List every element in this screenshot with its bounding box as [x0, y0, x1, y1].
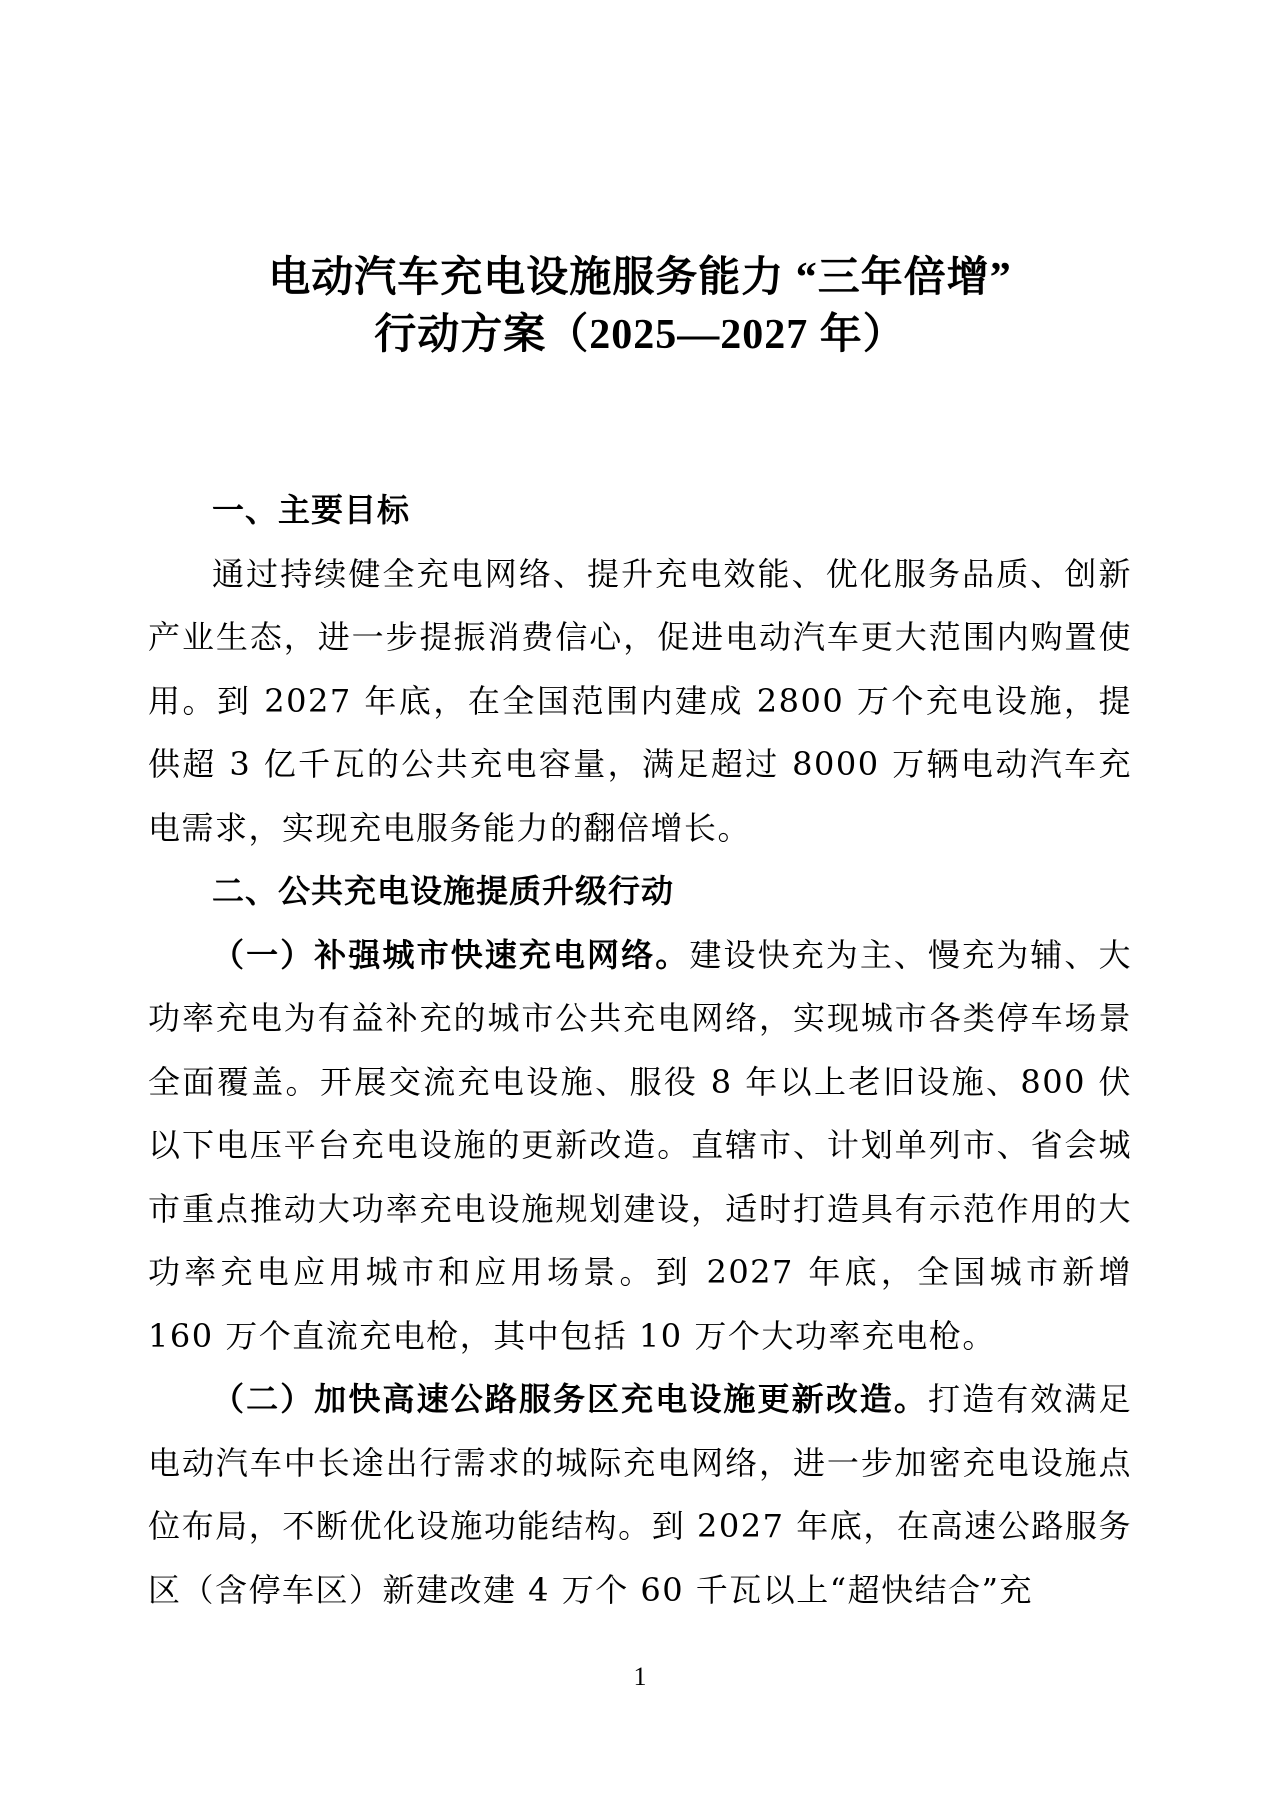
title-line-1: 电动汽车充电设施服务能力 “三年倍增” [268, 255, 1012, 301]
document-content [148, 250, 1132, 1622]
paragraph-body: 通过持续健全充电网络、提升充电效能、优化服务品质、创新产业生态，进一步提振消费信心，促进电动汽车更大范围内购置使用。到 2027 年底，在全国范围内建成 2800 万个充电设施，提供超 3 亿千瓦的公共充电容量，满足超过 8000 万辆电动汽车充电需求，实现充电服务能力的翻倍增长。 [148, 554, 1132, 847]
page-number: 1 [633, 1662, 647, 1691]
section-main-goals [148, 479, 1132, 860]
document-title [148, 250, 1132, 364]
paragraph-body: 打造有效满足电动汽车中长途出行需求的城际充电网络，进一步加密充电设施点位布局，不断优化设施功能结构。到 2027 年底，在高速公路服务区（含停车区）新建改建 4 万个 60 千瓦以上“超快结合”充 [148, 1380, 1132, 1609]
paragraph [148, 924, 1132, 1369]
paragraph [148, 543, 1132, 861]
paragraph-lead: （一）补强城市快速充电网络。 [212, 935, 690, 974]
paragraph-body: 建设快充为主、慢充为辅、大功率充电为有益补充的城市公共充电网络，实现城市各类停车场景全面覆盖。开展交流充电设施、服役 8 年以上老旧设施、800 伏以下电压平台充电设施的更新改造。直辖市、计划单列市、省会城市重点推动大功率充电设施规划建设，适时打造具有示范作用的大功率充电应用城市和应用场景。到 2027 年底，全国城市新增 160 万个直流充电枪，其中包括 10 万个大功率充电枪。 [148, 935, 1132, 1355]
paragraph [148, 1368, 1132, 1622]
paragraph-lead: （二）加快高速公路服务区充电设施更新改造。 [212, 1380, 928, 1418]
section-heading: 二、公共充电设施提质升级行动 [212, 873, 675, 909]
title-line-2: 行动方案（2025—2027 年） [374, 312, 906, 358]
section-public-charging-upgrade [148, 860, 1132, 1622]
section-heading: 一、主要目标 [212, 492, 411, 528]
